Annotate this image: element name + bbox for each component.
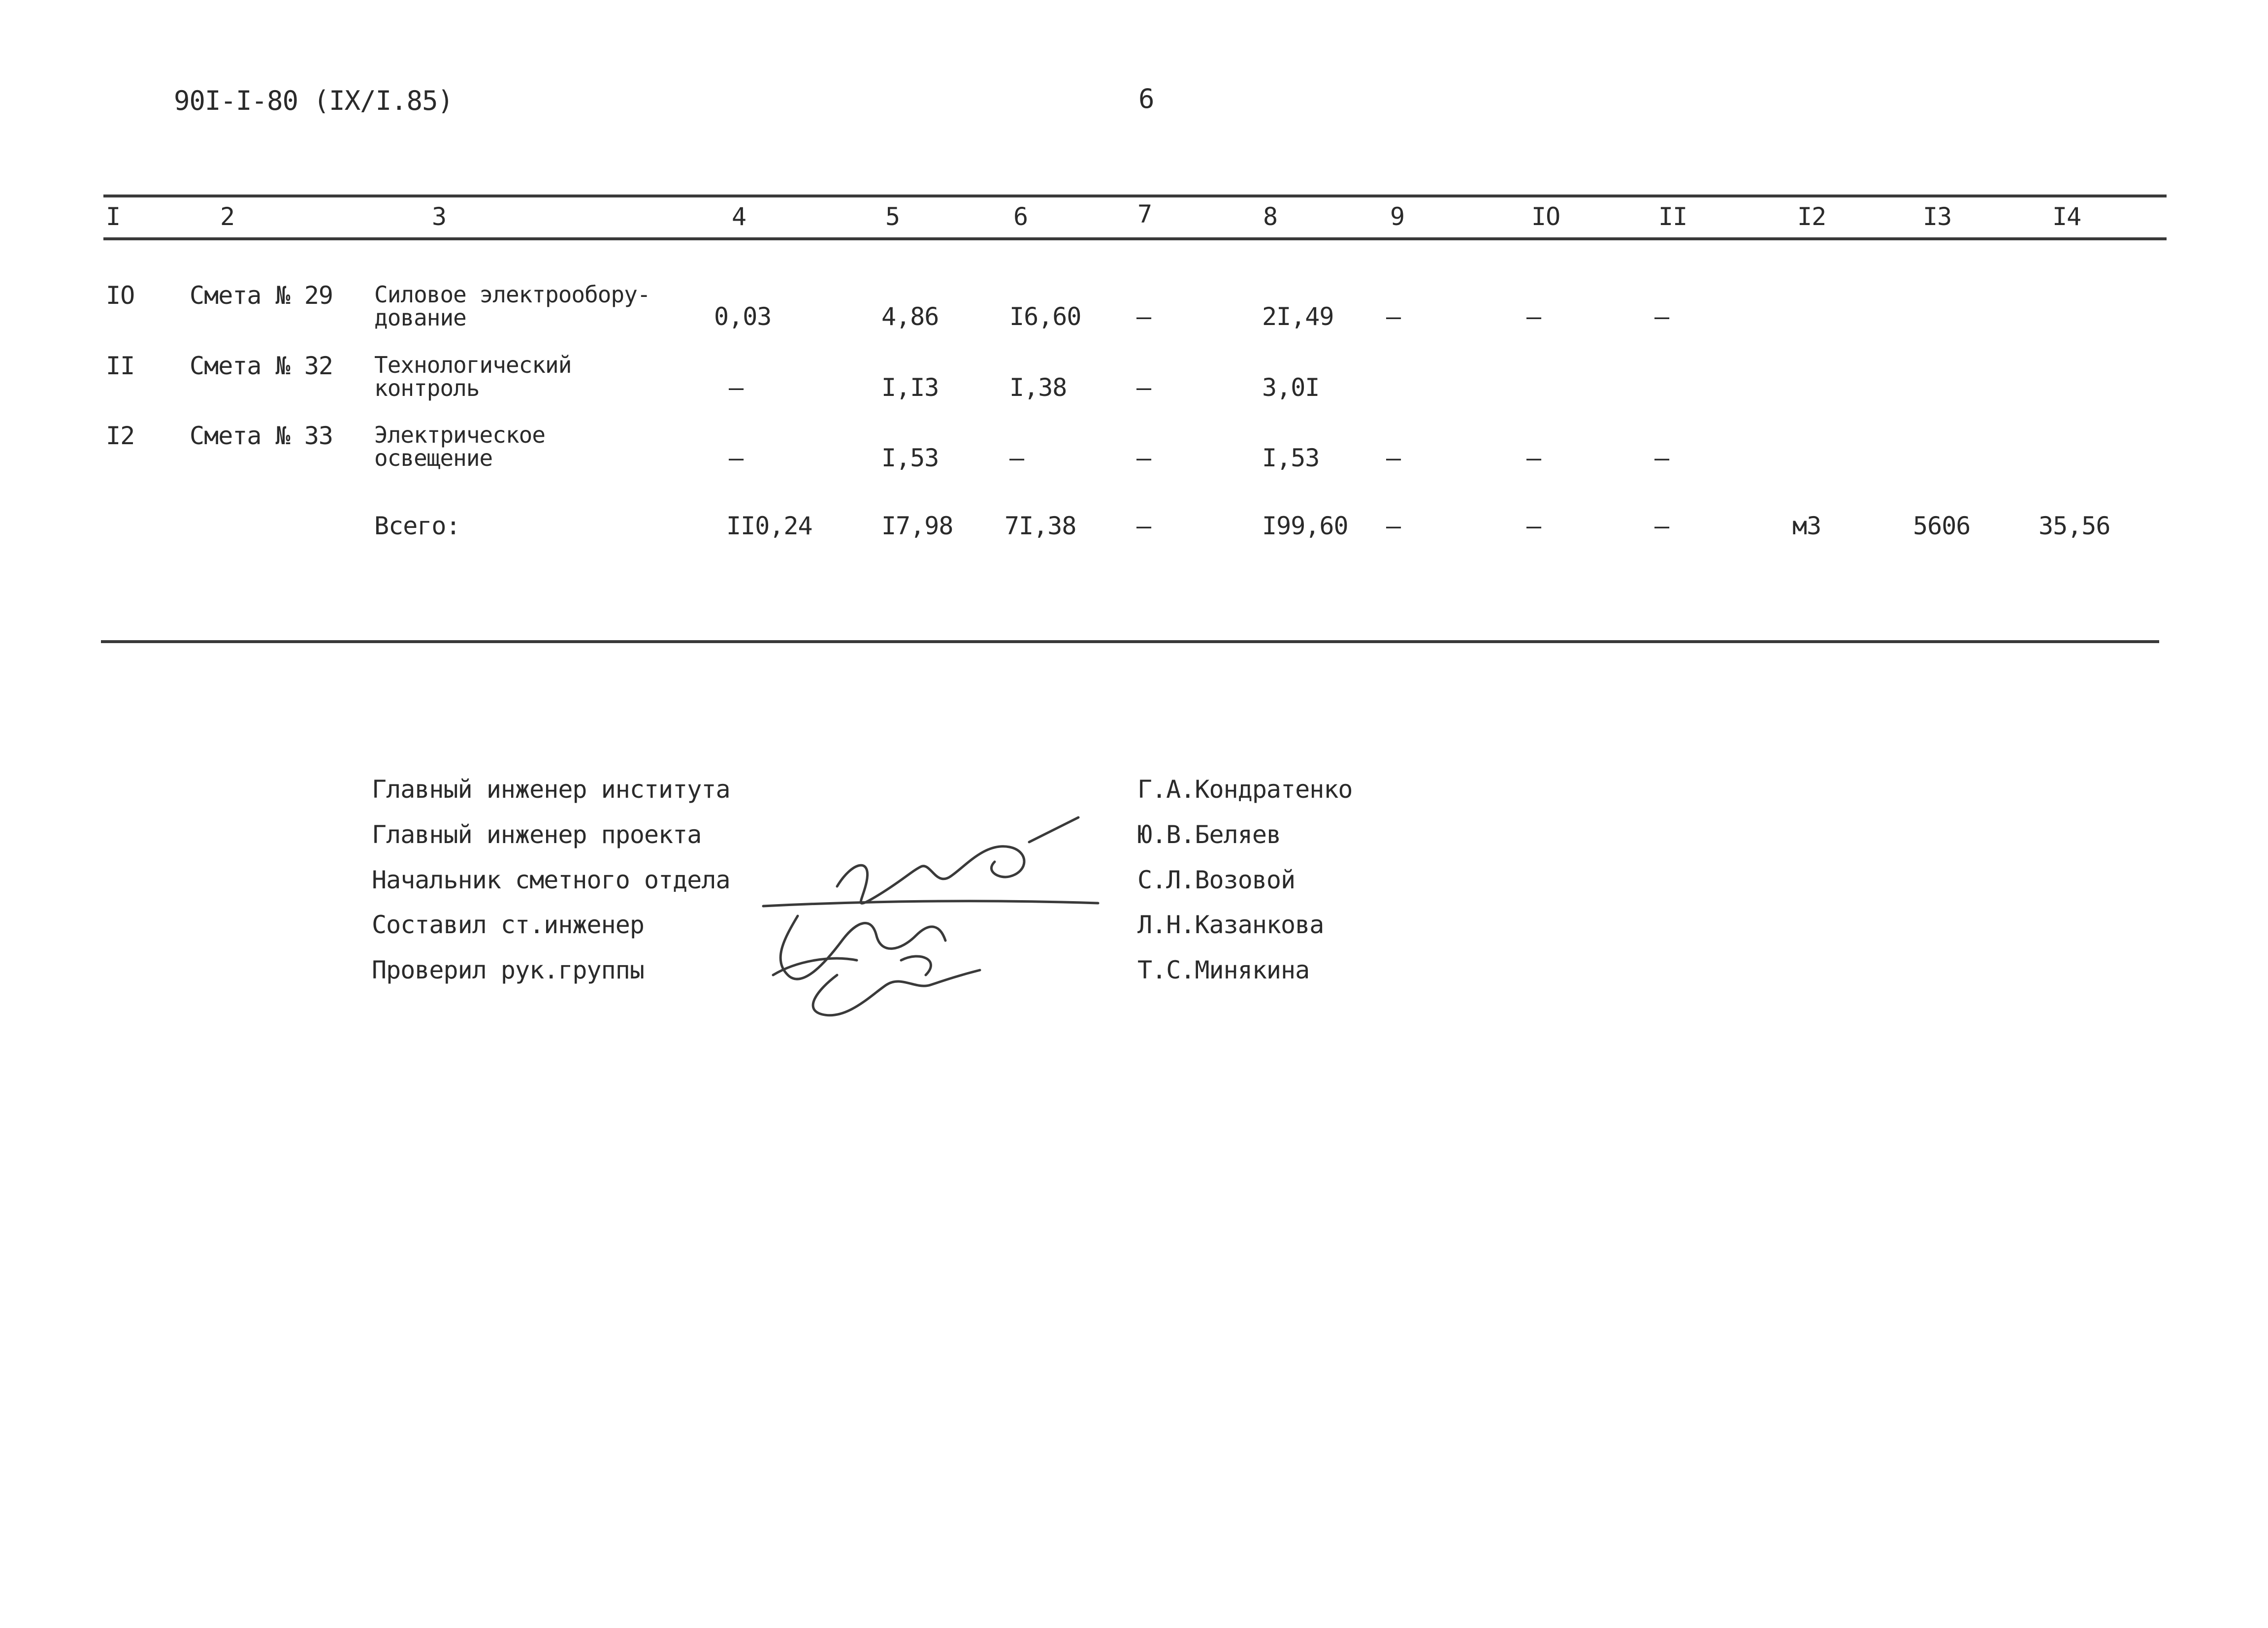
cell-col-7: – — [1136, 444, 1151, 472]
row-number: II — [106, 352, 135, 380]
cell-col-9: – — [1386, 302, 1401, 331]
row-number: IO — [106, 281, 135, 310]
table-header-rule — [103, 237, 2167, 240]
estimate-number: Смета № 33 — [190, 422, 333, 450]
cell-col-7: – — [1136, 373, 1151, 402]
cell-col-7: – — [1136, 302, 1151, 331]
total-col-11: – — [1654, 512, 1669, 540]
signature-stroke — [780, 916, 945, 979]
approval-name: Ю.В.Беляев — [1137, 820, 1281, 849]
total-col-14: 35,56 — [2039, 512, 2110, 540]
signature-stroke — [1029, 817, 1078, 842]
cell-col-10: – — [1526, 302, 1541, 331]
cell-col-5: I,53 — [881, 444, 939, 472]
total-col-13: 5606 — [1913, 512, 1971, 540]
estimate-number: Смета № 32 — [190, 352, 333, 380]
signature-stroke — [813, 970, 980, 1015]
column-number-8: 8 — [1263, 202, 1278, 231]
work-name-line2: контроль — [374, 375, 480, 401]
approval-name: Г.А.Кондратенко — [1137, 775, 1353, 804]
total-col-10: – — [1526, 512, 1541, 540]
work-name-line2: дование — [374, 304, 466, 331]
cell-col-10: – — [1526, 444, 1541, 472]
approval-role: Составил ст.инженер — [372, 911, 644, 939]
total-col-5: I7,98 — [881, 512, 953, 540]
work-name-line1: Силовое электрообору- — [374, 281, 650, 308]
cell-col-5: I,I3 — [881, 373, 939, 402]
column-number-11: II — [1658, 202, 1687, 231]
cell-col-6: I,38 — [1009, 373, 1067, 402]
page-number: 6 — [1138, 83, 1154, 114]
approval-name: Т.С.Минякина — [1137, 956, 1310, 984]
cell-col-8: 3,0I — [1262, 373, 1320, 402]
work-name-line1: Электрическое — [374, 422, 546, 448]
cell-col-6: – — [1009, 444, 1024, 472]
cell-col-4: – — [729, 373, 744, 402]
column-number-9: 9 — [1390, 202, 1405, 231]
signature-stroke — [837, 847, 1024, 904]
total-col-7: – — [1136, 512, 1151, 540]
cell-col-11: – — [1654, 302, 1669, 331]
column-number-4: 4 — [732, 202, 746, 231]
approval-role: Начальник сметного отдела — [372, 866, 730, 894]
column-number-2: 2 — [220, 202, 235, 231]
total-col-8: I99,60 — [1262, 512, 1348, 540]
cell-col-6: I6,60 — [1009, 302, 1081, 331]
estimate-number: Смета № 29 — [190, 281, 333, 310]
column-number-7: 7 — [1137, 200, 1152, 228]
column-number-6: 6 — [1013, 202, 1028, 231]
signature-line — [763, 901, 1098, 906]
cell-col-8: 2I,49 — [1262, 302, 1334, 331]
cell-col-4: – — [729, 444, 744, 472]
table-bottom-rule — [101, 640, 2159, 643]
approval-name: Л.Н.Казанкова — [1137, 911, 1324, 939]
total-label: Всего: — [374, 512, 460, 540]
column-number-3: 3 — [432, 202, 447, 231]
approval-name: С.Л.Возовой — [1137, 866, 1296, 894]
approval-role: Главный инженер проекта — [372, 820, 702, 849]
cell-col-8: I,53 — [1262, 444, 1320, 472]
column-number-5: 5 — [885, 202, 900, 231]
total-col-9: – — [1386, 512, 1401, 540]
approval-role: Главный инженер института — [372, 775, 730, 804]
total-col-6: 7I,38 — [1004, 512, 1076, 540]
column-number-14: I4 — [2052, 202, 2081, 231]
total-col-4: II0,24 — [726, 512, 812, 540]
approval-role: Проверил рук.группы — [372, 956, 644, 984]
column-number-10: IO — [1531, 202, 1560, 231]
cell-col-5: 4,86 — [881, 302, 939, 331]
cell-col-4: 0,03 — [714, 302, 772, 331]
document-code: 90I-I-80 (IX/I.85) — [174, 85, 454, 116]
column-number-12: I2 — [1797, 202, 1826, 231]
work-name-line2: освещение — [374, 445, 493, 471]
total-col-12: м3 — [1792, 512, 1821, 540]
work-name-line1: Технологический — [374, 352, 572, 378]
cell-col-9: – — [1386, 444, 1401, 472]
cell-col-11: – — [1654, 444, 1669, 472]
signature-stroke — [901, 956, 931, 975]
table-top-rule — [103, 195, 2167, 197]
column-number-1: I — [106, 202, 121, 231]
handwritten-signatures — [753, 813, 1137, 1034]
row-number: I2 — [106, 422, 135, 450]
column-number-13: I3 — [1923, 202, 1952, 231]
